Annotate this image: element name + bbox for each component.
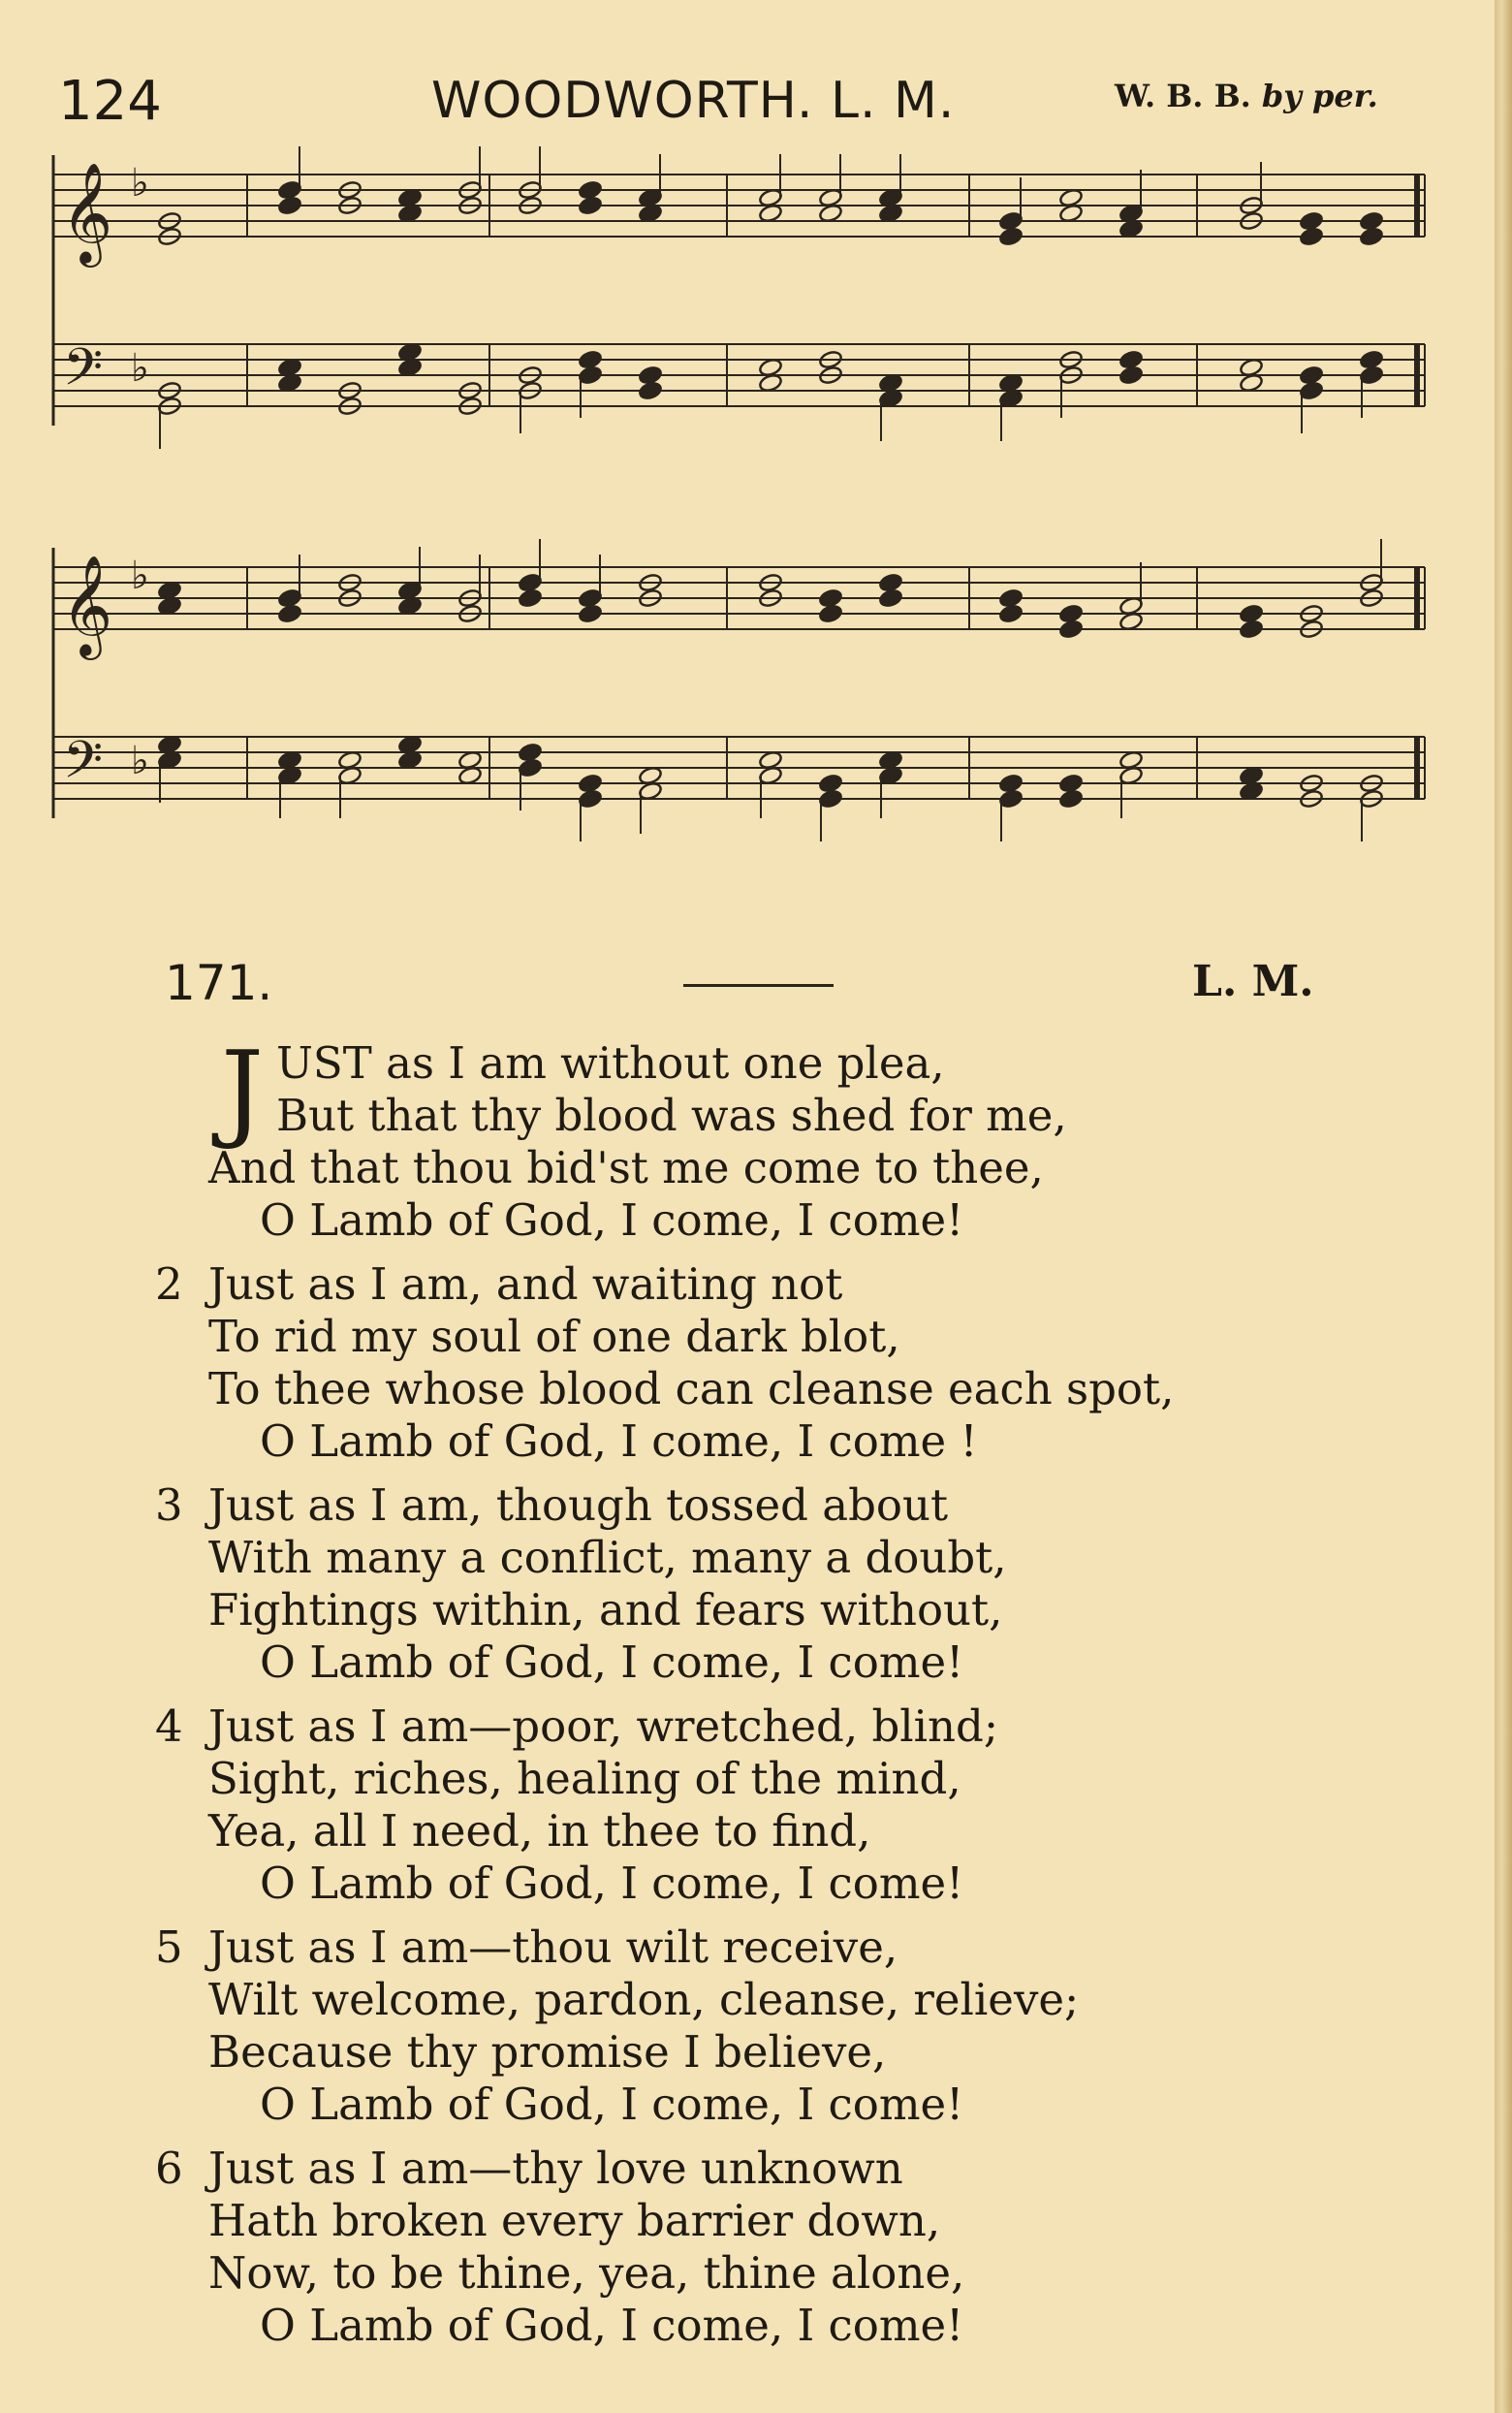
hymn-meter: L. M. bbox=[1192, 957, 1314, 1006]
verse-line bbox=[0, 1142, 1512, 1194]
verse-text: UST as I am without one plea, bbox=[276, 1037, 945, 1089]
page-header bbox=[0, 58, 1512, 145]
verse-text: With many a conflict, many a doubt, bbox=[208, 1532, 1007, 1583]
music-score-2 bbox=[44, 538, 1439, 906]
verse-line bbox=[0, 1857, 1512, 1910]
music-score-1 bbox=[44, 145, 1439, 504]
verse-text: O Lamb of God, I come, I come! bbox=[260, 1636, 964, 1688]
svg-text:𝄞: 𝄞 bbox=[61, 162, 113, 264]
stanza bbox=[0, 1700, 1512, 1910]
stanza-number: 5 bbox=[155, 1921, 183, 1973]
verse-line bbox=[0, 1479, 1512, 1532]
stanza bbox=[0, 2143, 1512, 2352]
verse-text: Now, to be thine, yea, thine alone, bbox=[208, 2247, 965, 2299]
verse-line bbox=[0, 1921, 1512, 1974]
hymn-number: 171. bbox=[165, 955, 273, 1011]
verse-text: O Lamb of God, I come, I come! bbox=[260, 1194, 964, 1246]
verse-text: But that thy blood was shed for me, bbox=[276, 1090, 1067, 1141]
verse-line bbox=[0, 1311, 1512, 1363]
music-system-1 bbox=[44, 145, 1439, 504]
verse-line bbox=[0, 1194, 1512, 1247]
verse-text: And that thou bid'st me come to thee, bbox=[208, 1142, 1044, 1193]
stanza-number: 4 bbox=[155, 1700, 183, 1752]
verse-text: Just as I am—thou wilt receive, bbox=[208, 1921, 898, 1973]
composer-credit bbox=[1115, 78, 1378, 114]
music-system-2 bbox=[44, 538, 1439, 906]
verse-text: Just as I am—thy love unknown bbox=[208, 2143, 903, 2194]
verse-text: Wilt welcome, pardon, cleanse, relieve; bbox=[208, 1974, 1080, 2025]
verse-line bbox=[0, 2079, 1512, 2131]
tune-title: WOODWORTH. L. M. bbox=[431, 72, 956, 130]
verse-text: Because thy promise I believe, bbox=[208, 2026, 887, 2078]
verse-line bbox=[0, 2247, 1512, 2300]
verse-text: Hath broken every barrier down, bbox=[208, 2195, 941, 2246]
verse-line bbox=[0, 1700, 1512, 1753]
verse-line bbox=[0, 2026, 1512, 2079]
verse-line bbox=[0, 1974, 1512, 2026]
verse-line bbox=[0, 2143, 1512, 2195]
verse-line bbox=[0, 1636, 1512, 1689]
page-number: 124 bbox=[58, 70, 162, 133]
stanza bbox=[0, 1028, 1512, 1247]
stanza-number: 2 bbox=[155, 1258, 183, 1310]
verse-text: O Lamb of God, I come, I come! bbox=[260, 2300, 964, 2351]
stanza-number: 3 bbox=[155, 1479, 183, 1531]
verse-line bbox=[0, 1090, 1512, 1142]
verse-line bbox=[0, 1258, 1512, 1311]
verse-text: Just as I am, though tossed about bbox=[208, 1479, 949, 1531]
drop-cap: J bbox=[221, 1028, 265, 1152]
svg-text:♭: ♭ bbox=[131, 161, 149, 206]
svg-text:𝄞: 𝄞 bbox=[61, 555, 113, 656]
stanza bbox=[0, 1921, 1512, 2131]
verse-line bbox=[0, 2300, 1512, 2352]
composer-note: by per. bbox=[1261, 78, 1378, 114]
hymn-rule bbox=[683, 984, 834, 987]
svg-text:𝄢: 𝄢 bbox=[63, 338, 104, 410]
verse-text: O Lamb of God, I come, I come! bbox=[260, 1857, 964, 1909]
verse-text: To thee whose blood can cleanse each spot, bbox=[208, 1363, 1175, 1414]
stanza bbox=[0, 1258, 1512, 1468]
svg-text:♭: ♭ bbox=[131, 346, 149, 391]
verse-line bbox=[0, 1415, 1512, 1468]
hymn-verses bbox=[0, 1028, 1512, 2364]
composer-initials: W. B. B. bbox=[1115, 78, 1251, 114]
verse-line bbox=[0, 2195, 1512, 2247]
verse-text: Yea, all I need, in thee to find, bbox=[208, 1805, 871, 1857]
hymn-header bbox=[0, 955, 1512, 1013]
svg-text:♭: ♭ bbox=[131, 739, 149, 783]
verse-text: To rid my soul of one dark blot, bbox=[208, 1311, 900, 1362]
verse-line bbox=[0, 1584, 1512, 1636]
verse-text: O Lamb of God, I come, I come ! bbox=[260, 1415, 978, 1467]
verse-line bbox=[0, 1363, 1512, 1415]
verse-line bbox=[0, 1805, 1512, 1857]
verse-line bbox=[0, 1037, 1512, 1090]
svg-text:𝄢: 𝄢 bbox=[63, 731, 104, 803]
verse-line bbox=[0, 1753, 1512, 1805]
stanza bbox=[0, 1479, 1512, 1689]
verse-text: Fightings within, and fears without, bbox=[208, 1584, 1003, 1635]
verse-text: Just as I am, and waiting not bbox=[208, 1258, 843, 1310]
verse-text: Sight, riches, healing of the mind, bbox=[208, 1753, 961, 1804]
svg-text:♭: ♭ bbox=[131, 554, 149, 598]
verse-text: O Lamb of God, I come, I come! bbox=[260, 2079, 964, 2130]
verse-line bbox=[0, 1532, 1512, 1584]
verse-text: Just as I am—poor, wretched, blind; bbox=[208, 1700, 998, 1752]
stanza-number: 6 bbox=[155, 2143, 183, 2194]
